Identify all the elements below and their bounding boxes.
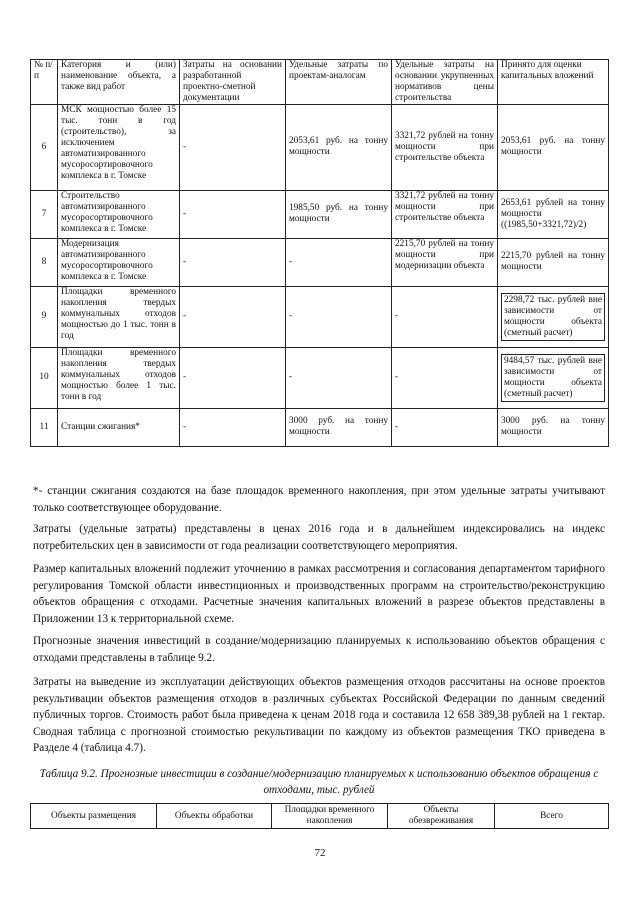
row-enlarged: 2215,70 рублей на тонну мощности при модернизации объекта [392,238,498,286]
row-num: 9 [31,286,58,347]
header-unit-costs-enlarged: Удельные затраты на основании укрупненных нормативов цены строительства [392,60,498,105]
row-design: - [180,238,286,286]
header-accepted: Принято для оценки капитальных вложений [498,60,609,105]
table-row [31,347,609,408]
row-analog: - [286,286,392,347]
row-design: - [180,408,286,446]
row-category: Модернизация автоматизированного мусоросортировочного комплекса в г. Томске [58,238,180,286]
row-category: Площадки временного накопления твердых коммунальных отходов мощностью до 1 тыс. тонн в год [58,286,180,347]
table-row [31,104,609,190]
row-enlarged: - [392,286,498,347]
row-num: 6 [31,104,58,190]
row-accepted: 2053,61 руб. на тонну мощности [498,104,609,190]
table-row [31,190,609,238]
paragraph-decommissioning: Затраты на выведение из эксплуатации действующих объектов размещения отходов рассчитаны на основе проектов рекультивации объектов размещения отходов в различных субъектах Российской Федерации по данным сведений публичных торгов. Стоимость работ была приведена к ценам 2018 года и составила 12 658 389,38 рублей на 1 гектар. Сводная таблица с прогнозной стоимостью рекультивации по каждому из объектов размещения ТКО приведена в Разделе 4 (таблица 4.7). [33,676,605,755]
row-category: МСК мощностью более 15 тыс. тонн в год (строительство), за исключением автоматизированного мусоросортировочного комплекса в г. Томске [58,104,180,190]
row-design: - [180,190,286,238]
row-analog: 3000 руб. на тонну мощности [286,408,392,446]
row-num: 7 [31,190,58,238]
forecast-investments-table [30,803,609,829]
row-design: - [180,104,286,190]
table-caption: Таблица 9.2. Прогнозные инвестиции в создание/модернизацию планируемых к использованию объектов обращения с отходами, тыс. рублей [39,768,599,796]
row-accepted: 2215,70 рублей на тонну мощности [498,238,609,286]
table-row [31,286,609,347]
row-accepted: 9484,57 тыс. рублей вне зависимости от мощности объекта (сметный расчет) [501,354,605,402]
header-total: Всего [495,804,609,829]
row-category: Строительство автоматизированного мусоросортировочного комплекса в г. Томске [58,190,180,238]
row-design: - [180,286,286,347]
row-accepted: 2298,72 тыс. рублей вне зависимости от мощности объекта (сметный расчет) [501,293,605,341]
table-row [31,238,609,286]
page-number: 72 [314,847,326,859]
row-category: Станции сжигания* [58,408,180,446]
row-category: Площадки временного накопления твердых коммунальных отходов мощностью более 1 тыс. тонн в год [58,347,180,408]
row-enlarged: 3321,72 рублей на тонну мощности при строительстве объекта [392,104,498,190]
header-storage-sites: Площадки временного накопления [272,804,388,829]
row-enlarged: - [392,408,498,446]
header-processing: Объекты обработки [157,804,272,829]
table-header-row [31,804,609,829]
table-row [31,408,609,446]
row-num: 11 [31,408,58,446]
row-enlarged: 3321,72 рублей на тонну мощности при строительстве объекта [392,190,498,238]
row-accepted: 2653,61 рублей на тонну мощности ((1985,50+3321,72)/2) [498,190,609,238]
footnote: *- станции сжигания создаются на базе площадок временного накопления, при этом удельные затраты учитывают только соответствующее оборудование. [33,485,605,514]
header-placement: Объекты размещения [31,804,157,829]
paragraph-capital-investments: Размер капитальных вложений подлежит уточнению в рамках рассмотрения и согласования департаментом тарифного регулирования Томской области инвестиционных и производственных программ на строительство/реконструкцию объектов обращения с отходами. Расчетные значения капитальных вложений в разрезе объектов представлены в Приложении 13 к территориальной схеме. [33,563,605,625]
header-design-costs: Затраты на основании разработанной проектно-сметной документации [180,60,286,105]
paragraph-price-base: Затраты (удельные затраты) представлены в ценах 2016 года и в дальнейшем индексировались на индекс потребительских цен в зависимости от года реализации соответствующего мероприятия. [33,523,605,552]
row-num: 10 [31,347,58,408]
row-enlarged: - [392,347,498,408]
capital-costs-table [30,59,609,447]
table-header-row [31,60,609,105]
row-design: - [180,347,286,408]
row-accepted: 3000 руб. на тонну мощности [498,408,609,446]
header-unit-costs-analog: Удельные затраты по проектам-аналогам [286,60,392,105]
row-analog: - [286,238,392,286]
row-num: 8 [31,238,58,286]
paragraph-forecast: Прогнозные значения инвестиций в создание/модернизацию планируемых к использованию объектов обращения с отходами представлены в таблице 9.2. [33,635,605,664]
header-neutralization: Объекты обезвреживания [388,804,495,829]
row-analog: - [286,347,392,408]
row-analog: 2053,61 руб. на тонну мощности [286,104,392,190]
header-category: Категория и (или) наименование объекта, а также вид работ [58,60,180,105]
header-num: № п/п [31,60,58,105]
row-analog: 1985,50 руб. на тонну мощности [286,190,392,238]
